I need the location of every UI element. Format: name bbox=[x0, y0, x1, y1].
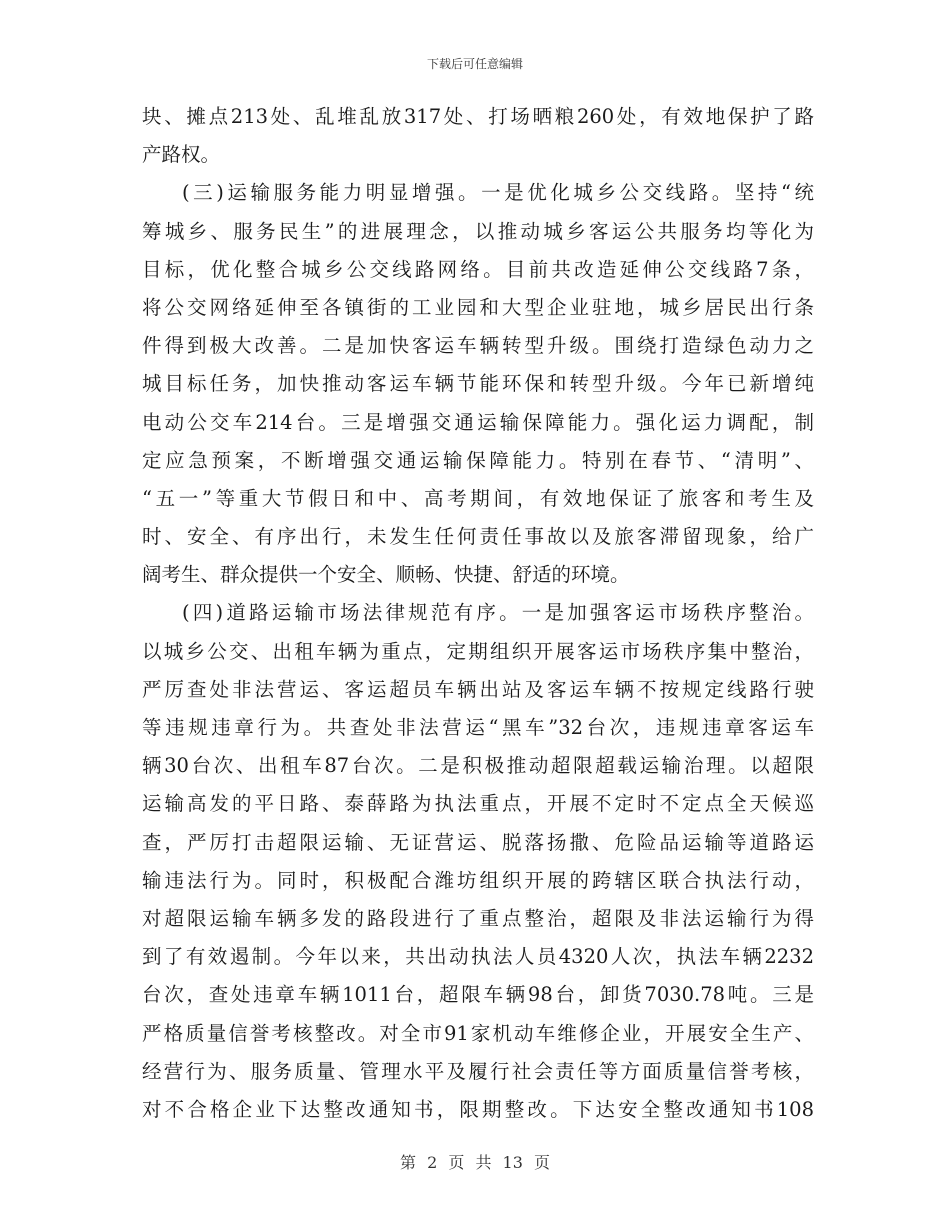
body-text-line: (三)运输服务能力明显增强。一是优化城乡公交线路。坚持“统 bbox=[182, 181, 814, 205]
body-text-line: 定应急预案，不断增强交通运输保障能力。特别在春节、“清明”、 bbox=[142, 448, 814, 472]
body-text-line: 等违规违章行为。共查处非法营运“黑车”32台次，违规违章客运车 bbox=[142, 716, 814, 739]
body-text-line: 阔考生、群众提供一个安全、顺畅、快捷、舒适的环境。 bbox=[142, 563, 630, 587]
body-text-line: 产路权。 bbox=[142, 143, 221, 167]
body-text-line: 目标，优化整合城乡公交线路网络。目前共改造延伸公交线路7条， bbox=[142, 257, 814, 281]
page-number-footer: 第 2 页 共 13 页 bbox=[400, 1153, 550, 1172]
body-text-line: 时、安全、有序出行，未发生任何责任事故以及旅客滞留现象，给广 bbox=[142, 525, 814, 549]
body-text-line: 到了有效遏制。今年以来，共出动执法人员4320人次，执法车辆2232 bbox=[142, 945, 814, 969]
body-text-line: 筹城乡、服务民生”的进展理念，以推动城乡客运公共服务均等化为 bbox=[142, 219, 814, 243]
body-text-line: 电动公交车214台。三是增强交通运输保障能力。强化运力调配，制 bbox=[142, 410, 814, 434]
document-body bbox=[142, 98, 814, 1129]
page-header-note: 下载后可任意编辑 bbox=[426, 57, 523, 71]
body-text-line: 输违法行为。同时，积极配合潍坊组织开展的跨辖区联合执法行动， bbox=[142, 868, 814, 892]
body-text-line: 严厉查处非法营运、客运超员车辆出站及客运车辆不按规定线路行驶 bbox=[142, 677, 814, 701]
body-text-line: 严格质量信誉考核整改。对全市91家机动车维修企业，开展安全生产、 bbox=[142, 1021, 814, 1045]
body-text-line: 以城乡公交、出租车辆为重点，定期组织开展客运市场秩序集中整治， bbox=[142, 639, 814, 663]
body-text-line: 辆30台次、出租车87台次。二是积极推动超限超载运输治理。以超限 bbox=[142, 754, 814, 778]
body-text-line: (四)道路运输市场法律规范有序。一是加强客运市场秩序整治。 bbox=[182, 601, 814, 625]
body-text-line: 将公交网络延伸至各镇街的工业园和大型企业驻地，城乡居民出行条 bbox=[142, 295, 814, 319]
body-text-line: 城目标任务，加快推动客运车辆节能环保和转型升级。今年已新增纯 bbox=[142, 372, 814, 396]
body-text-line: 块、摊点213处、乱堆乱放317处、打场晒粮260处，有效地保护了路 bbox=[142, 105, 814, 128]
body-text-line: 台次，查处违章车辆1011台，超限车辆98台，卸货7030.78吨。三是 bbox=[142, 983, 814, 1007]
body-text-line: “五一”等重大节假日和中、高考期间，有效地保证了旅客和考生及 bbox=[142, 486, 814, 510]
body-text-line: 经营行为、服务质量、管理水平及履行社会责任等方面质量信誉考核， bbox=[142, 1059, 814, 1083]
body-text-line: 查，严厉打击超限运输、无证营运、脱落扬撒、危险品运输等道路运 bbox=[142, 830, 814, 854]
body-text-line: 对不合格企业下达整改通知书，限期整改。下达安全整改通知书108 bbox=[142, 1097, 814, 1121]
body-text-line: 运输高发的平日路、泰薛路为执法重点，开展不定时不定点全天候巡 bbox=[142, 792, 814, 816]
body-text-line: 对超限运输车辆多发的路段进行了重点整治，超限及非法运输行为得 bbox=[142, 906, 814, 930]
body-text-line: 件得到极大改善。二是加快客运车辆转型升级。围绕打造绿色动力之 bbox=[142, 334, 814, 358]
